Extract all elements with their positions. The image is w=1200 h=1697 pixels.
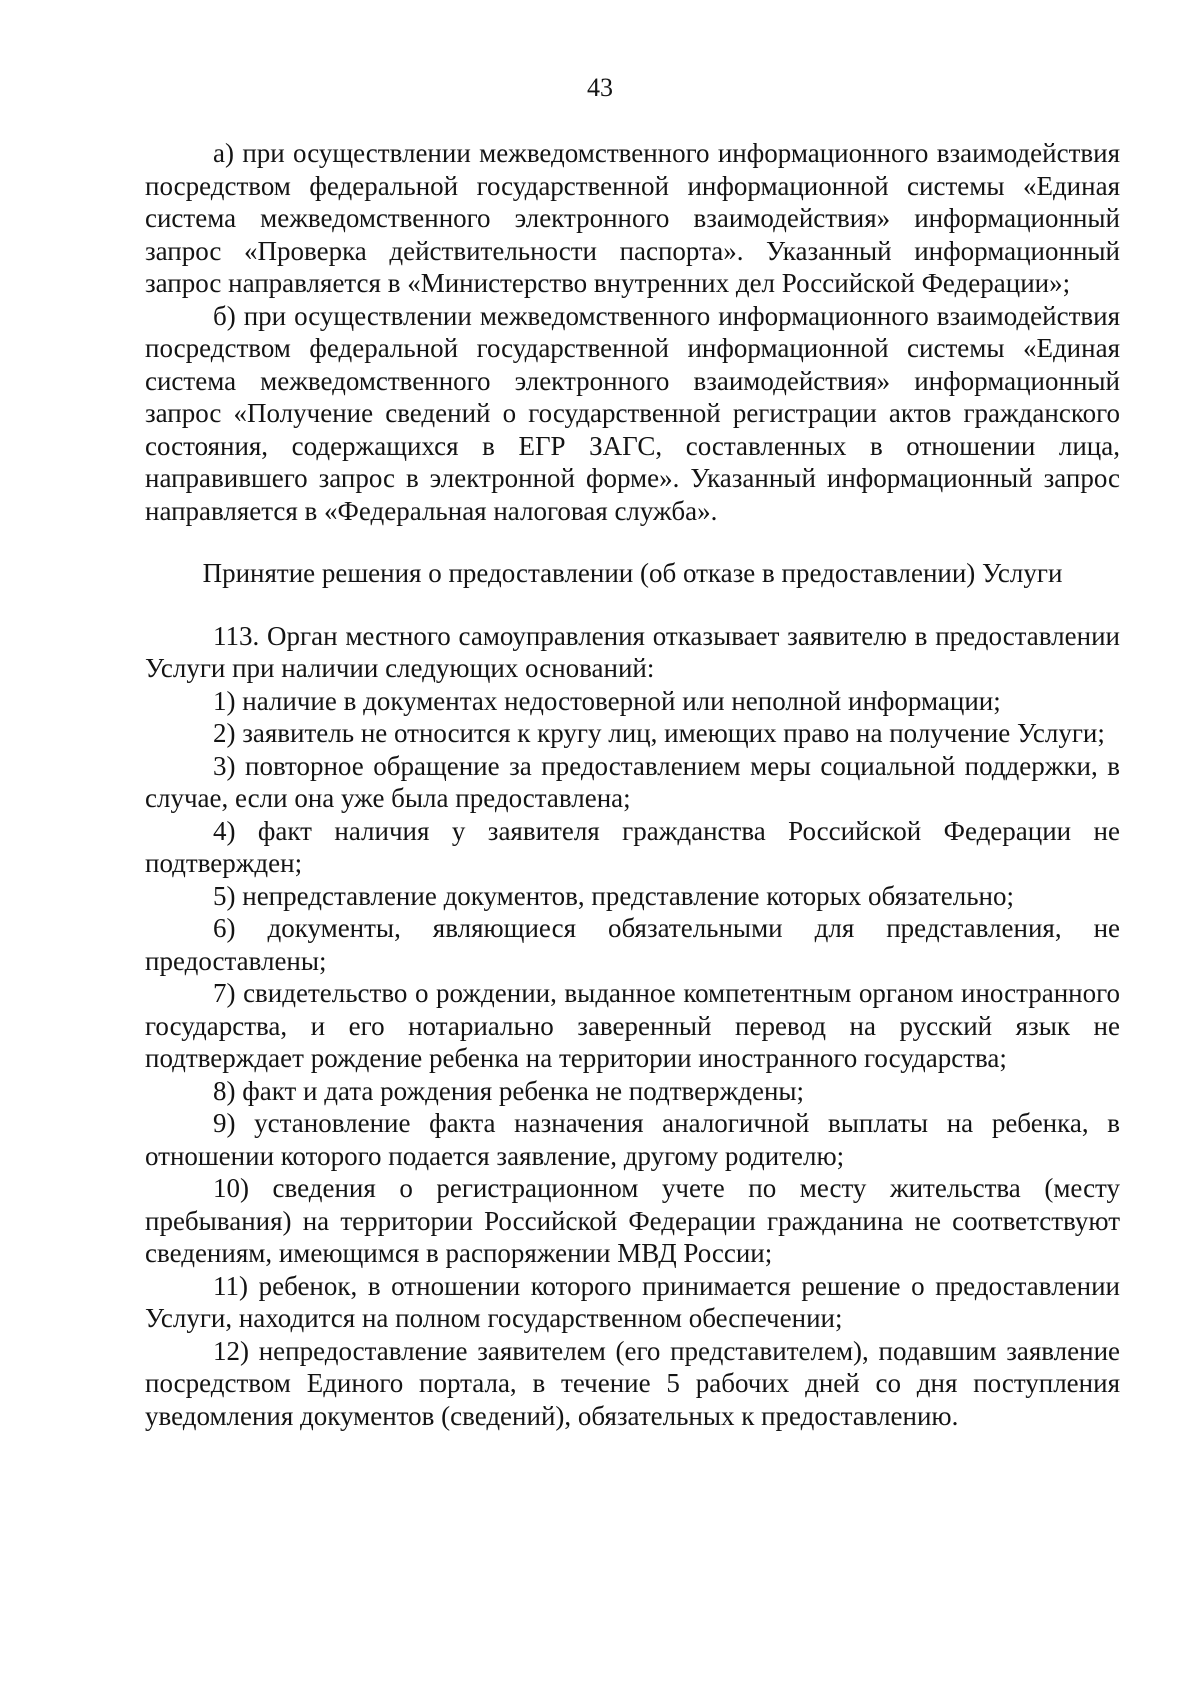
list-item-1: 1) наличие в документах недостоверной или неполной информации; [213, 685, 1001, 716]
list-item-8: 8) факт и дата рождения ребенка не подтверждены; [213, 1075, 805, 1106]
list-item-4: 4) факт наличия у заявителя гражданства Российской Федерации не подтвержден; [145, 815, 1120, 878]
list-item-11: 11) ребенок, в отношении которого принимается решение о предоставлении Услуги, находится на полном государственном обеспечении; [145, 1270, 1120, 1333]
list-item-3: 3) повторное обращение за предоставлением меры социальной поддержки, в случае, если она уже была предоставлена; [145, 750, 1120, 813]
paragraph-113: 113. Орган местного самоуправления отказывает заявителю в предоставлении Услуги при наличии следующих оснований: [145, 620, 1120, 683]
list-item-2: 2) заявитель не относится к кругу лиц, имеющих право на получение Услуги; [213, 718, 1105, 748]
document-body [145, 137, 1120, 1432]
page-number: 43 [587, 73, 613, 102]
list-item-9: 9) установление факта назначения аналогичной выплаты на ребенка, в отношении которого подается заявление, другому родителю; [145, 1108, 1120, 1171]
paragraph-b: б) при осуществлении межведомственного информационного взаимодействия посредством федеральной государственной информационной системы «Единая система межведомственного электронного взаимодействия» информационный запрос «Получение сведений о государственной регистрации актов гражданского состояния, содержащихся в ЕГР ЗАГС, составленных в отношении лица, направившего запрос в электронной форме». Указанный информационный запрос направляется в «Федеральная налоговая служба». [145, 300, 1120, 526]
paragraph-a: а) при осуществлении межведомственного информационного взаимодействия посредством федеральной государственной информационной системы «Единая система межведомственного электронного взаимодействия» информационный запрос «Проверка действительности паспорта». Указанный информационный запрос направляется в «Министерство внутренних дел Российской Федерации»; [145, 138, 1120, 298]
list-item-6: 6) документы, являющиеся обязательными для представления, не предоставлены; [145, 913, 1120, 976]
list-item-7: 7) свидетельство о рождении, выданное компетентным органом иностранного государства, и его нотариально заверенный перевод на русский язык не подтверждает рождение ребенка на территории иностранного государства; [145, 978, 1120, 1073]
list-item-10: 10) сведения о регистрационном учете по месту жительства (месту пребывания) на территории Российской Федерации гражданина не соответствуют сведениям, имеющимся в распоряжении МВД России; [145, 1173, 1120, 1268]
list-item-5: 5) непредставление документов, представление которых обязательно; [213, 880, 1014, 911]
list-item-12: 12) непредоставление заявителем (его представителем), подавшим заявление посредством Единого портала, в течение 5 рабочих дней со дня поступления уведомления документов (сведений), обязательных к предоставлению. [145, 1335, 1120, 1431]
section-heading: Принятие решения о предоставлении (об отказе в предоставлении) Услуги [202, 558, 1063, 588]
